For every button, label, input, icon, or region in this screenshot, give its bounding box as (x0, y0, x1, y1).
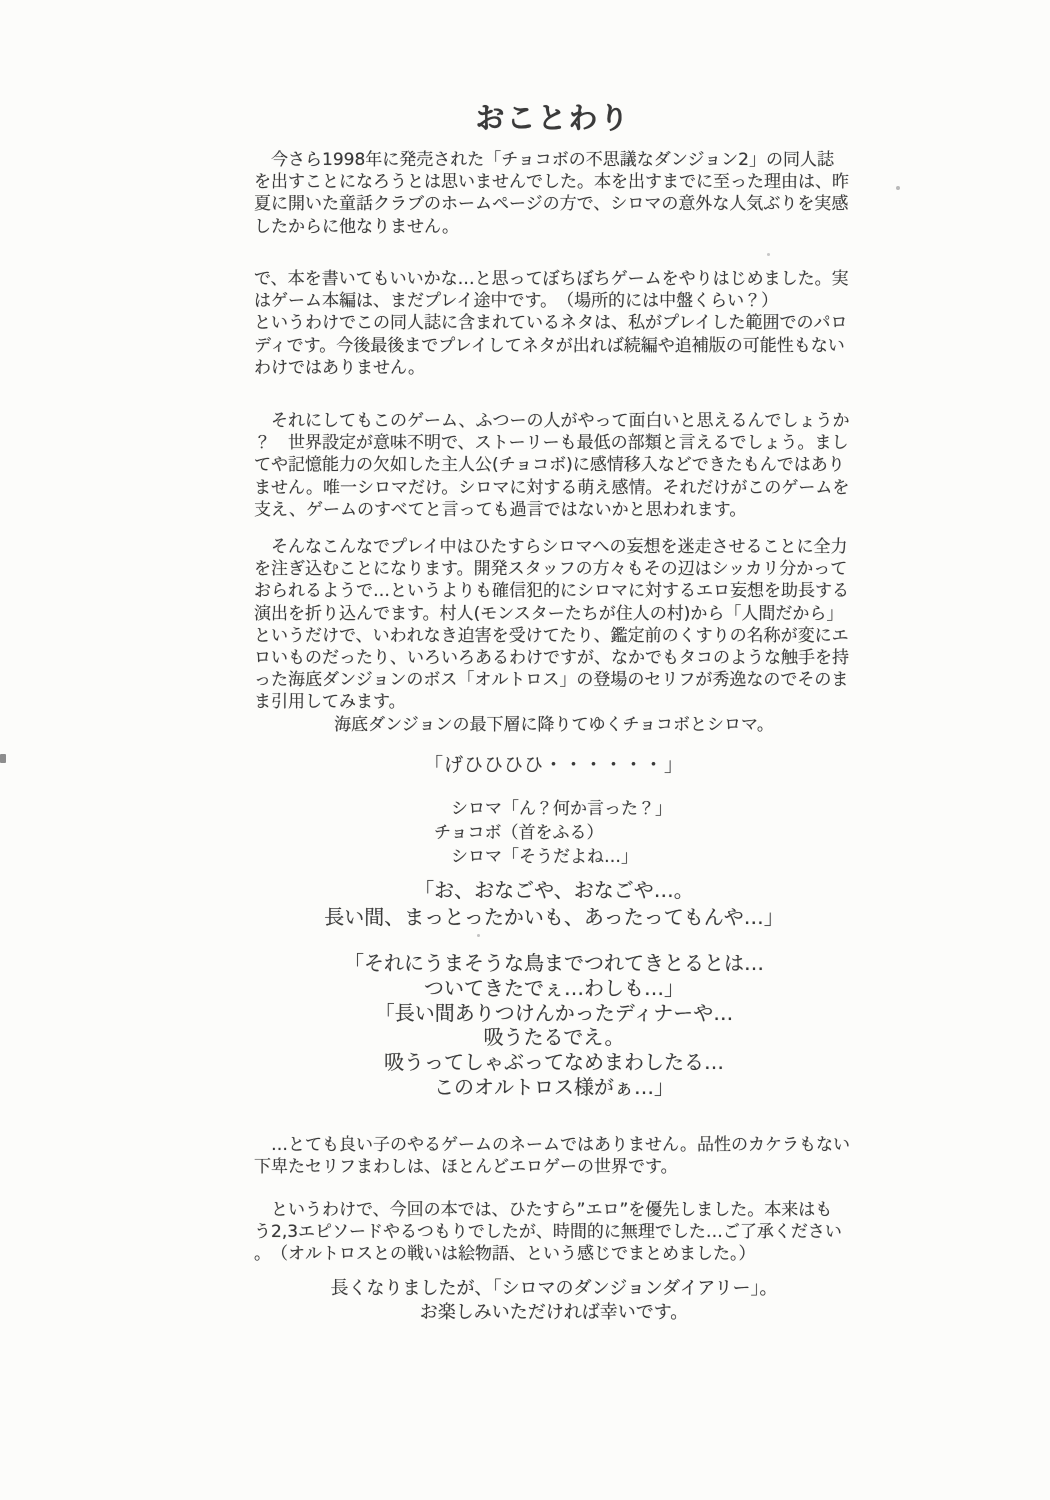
page-title: おことわり (475, 101, 631, 135)
paragraph-ero-priority: というわけで、今回の本では、ひたすら”エロ”を優先しました。本来はも う2,3エピソードやるつもりでしたが、時間的に無理でした…ご了承ください 。 （オルトロスとの戦いは絵物語、という感じでまとめました。） (254, 1200, 842, 1265)
scene-description: 海底ダンジョンの最下層に降りてゆくチョコボとシロマ。 (334, 715, 774, 735)
paragraph-publishing-reason: 今さら1998年に発売された「チョコボの不思議なダンジョン2」の同人誌 を出すことになろうとは思いませんでした。本を出すまでに至った理由は、昨 夏に開いた童話クラブのホームページの方で、シロマの意外な人気ぶりを実感 したからに他なりません。 (254, 150, 849, 237)
paragraph-game-opinion: それにしてもこのゲーム、ふつーの人がやって面白いと思えるんでしょうか ？ 世界設定が意味不明で、ストーリーも最低の部類と言えるでしょう。まし てや記憶能力の欠如した主人公(チョコボ)に感情移入などできたもんではあり ません。唯一シロマだけ。シロマに対する萌え感情。それだけがこのゲームを 支え、ゲームのすべてと言っても過言ではないかと思われます。 (254, 411, 850, 520)
dialogue-block: シロマ「ん？何か言った？」 チョコボ（首をふる） シロマ「そうだよね…」 (434, 799, 672, 867)
quote-orthros: 「それにうまそうな鳥までつれてきとるとは… ついてきたでぇ…わしも…」 「長い間ありつけんかったディナーや… 吸うたるでえ。 吸うってしゃぶってなめまわしたる… このオルトロス様がぁ…」 (344, 951, 764, 1099)
scan-speck (477, 934, 480, 937)
scan-speck (767, 253, 770, 256)
paragraph-shiroma-moe: そんなこんなでプレイ中はひたすらシロマへの妄想を迷走させることに全力 を注ぎ込むことになります。開発スタッフの方々もその辺はシッカリ分かって おられるようで…というよりも確信犯的にシロマに対するエロ妄想を助長する 演出を折り込んでます。村人(モンスターたちが住人の村)から「人間だから」 というだけで、いわれなき迫害を受けてたり、鑑定前のくすりの名称が変にエ ロいものだったり、いろいろあるわけですが、なかでもタコのような触手を持 った海底ダンジョンのボス「オルトロス」の登場のセリフが秀逸なのでそのま ま引用してみます。 (254, 537, 849, 713)
closing-message: 長くなりましたが、「シロマのダンジョンダイアリー」。 お楽しみいただければ幸いです。 (330, 1278, 778, 1323)
scan-speck (896, 186, 900, 190)
paragraph-not-for-kids: …とても良い子のやるゲームのネームではありません。品性のカケラもない 下卑たセリフまわしは、ほとんどエロゲーの世界です。 (254, 1135, 851, 1178)
quote-onago: 「お、おなごや、おなごや…。 長い間、まっとったかいも、あったってもんや…」 (324, 878, 784, 929)
scan-speck (0, 754, 6, 763)
quote-gehihihi: 「げひひひひ・・・・・・」 (423, 754, 684, 776)
paragraph-play-progress: で、本を書いてもいいかな…と思ってぼちぼちゲームをやりはじめました。実 はゲーム本編は、まだプレイ途中です。 （場所的には中盤くらい？） というわけでこの同人誌に含まれているネタは、私がプレイした範囲でのパロ ディです。今後最後までプレイしてネタが出れば続編や追補版の可能性もない わけではありません。 (254, 269, 849, 378)
